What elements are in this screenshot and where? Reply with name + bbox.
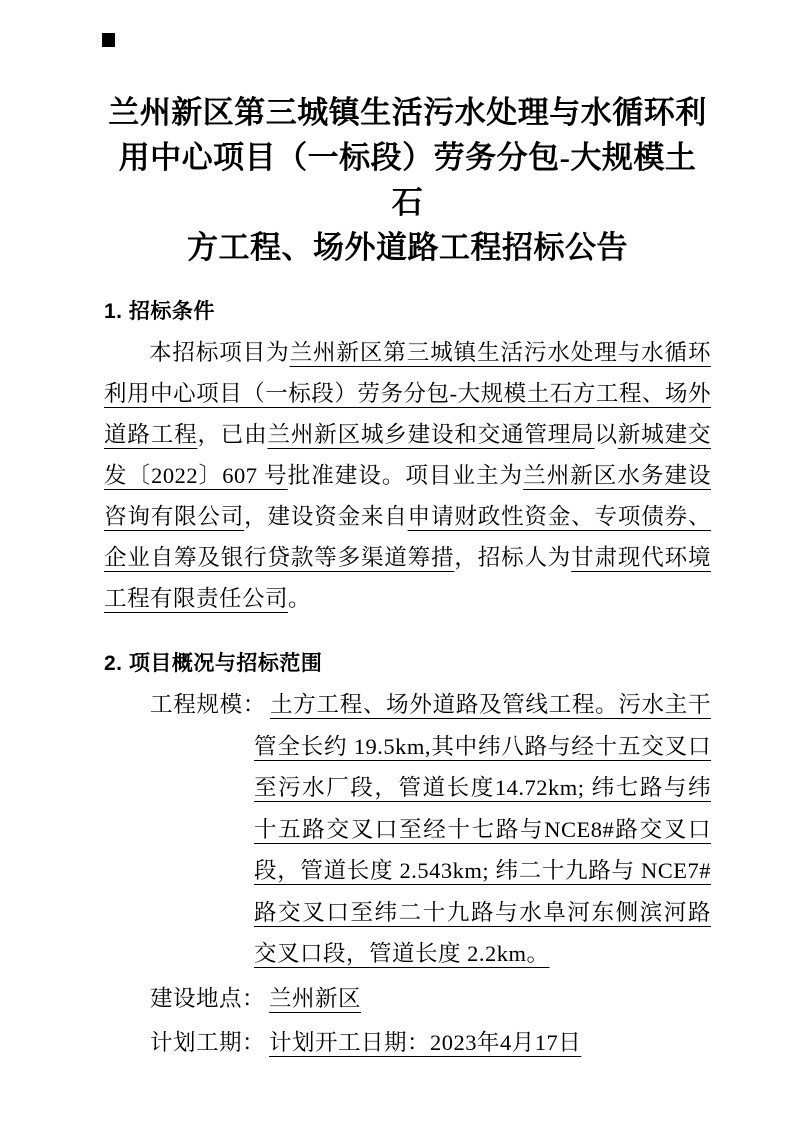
project-scale-label: 工程规模： [150,692,267,717]
approval-authority: 兰州新区城乡建设和交通管理局 [267,422,595,447]
construction-location-value: 兰州新区 [269,985,362,1011]
paragraph-intro-text: 本招标项目为 [149,340,290,365]
section-2-heading: 2. 项目概况与招标范围 [104,652,323,675]
field-planned-schedule [150,1022,711,1063]
planned-schedule-value: 计划开工日期：2023年4月17日 [269,1029,582,1055]
tenderer-name: 甘肃现代环境工程有限责任公司 [104,545,711,611]
paragraph-text: ，招标人为 [454,545,572,570]
planned-schedule-label: 计划工期： [150,1029,266,1055]
tender-conditions-paragraph [104,332,711,619]
title-line-2: 用中心项目（一标段）劳务分包-大规模土石 [118,140,697,220]
project-scale-value: 土方工程、场外道路及管线工程。污水主干管全长约 19.5km,其中纬八路与经十五交叉口至污水厂段，管道长度14.72km; 纬七路与纬十五路交叉口至经十七路与NCE8#路交叉口段，管道长度 2.543km; 纬二十九路与 NCE7#路交叉口至纬二十九路与水阜河东侧滨河路交叉口段，管道长度 2.2km。 [254,692,711,966]
title-line-3: 方工程、场外道路工程招标公告 [187,230,628,265]
paragraph-text: 批准建设。项目业主为 [287,463,524,488]
funding-source: 申请财政性资金、专项债券、企业自筹及银行贷款等多渠道筹措 [104,504,711,570]
field-project-scale [150,684,711,975]
paragraph-text: ，已由 [197,422,268,447]
approval-document-number: 新城建交发〔2022〕607 号 [104,422,711,488]
project-name: 兰州新区第三城镇生活污水处理与水循环利用中心项目（一标段）劳务分包-大规模土石方工程、场外道路工程 [104,340,711,447]
title-line-1: 兰州新区第三城镇生活污水处理与水循环利 [108,95,707,130]
paragraph-text: ，建设资金来自 [244,504,408,529]
construction-location-label: 建设地点： [150,985,266,1011]
paragraph-end-punctuation: 。 [288,586,312,611]
project-owner: 兰州新区水务建设咨询有限公司 [104,463,711,529]
section-1-heading: 1. 招标条件 [104,300,215,323]
paragraph-text: 以 [594,422,618,447]
field-construction-location [150,978,711,1019]
scan-artifact-mark [102,33,115,47]
document-title [104,90,711,270]
